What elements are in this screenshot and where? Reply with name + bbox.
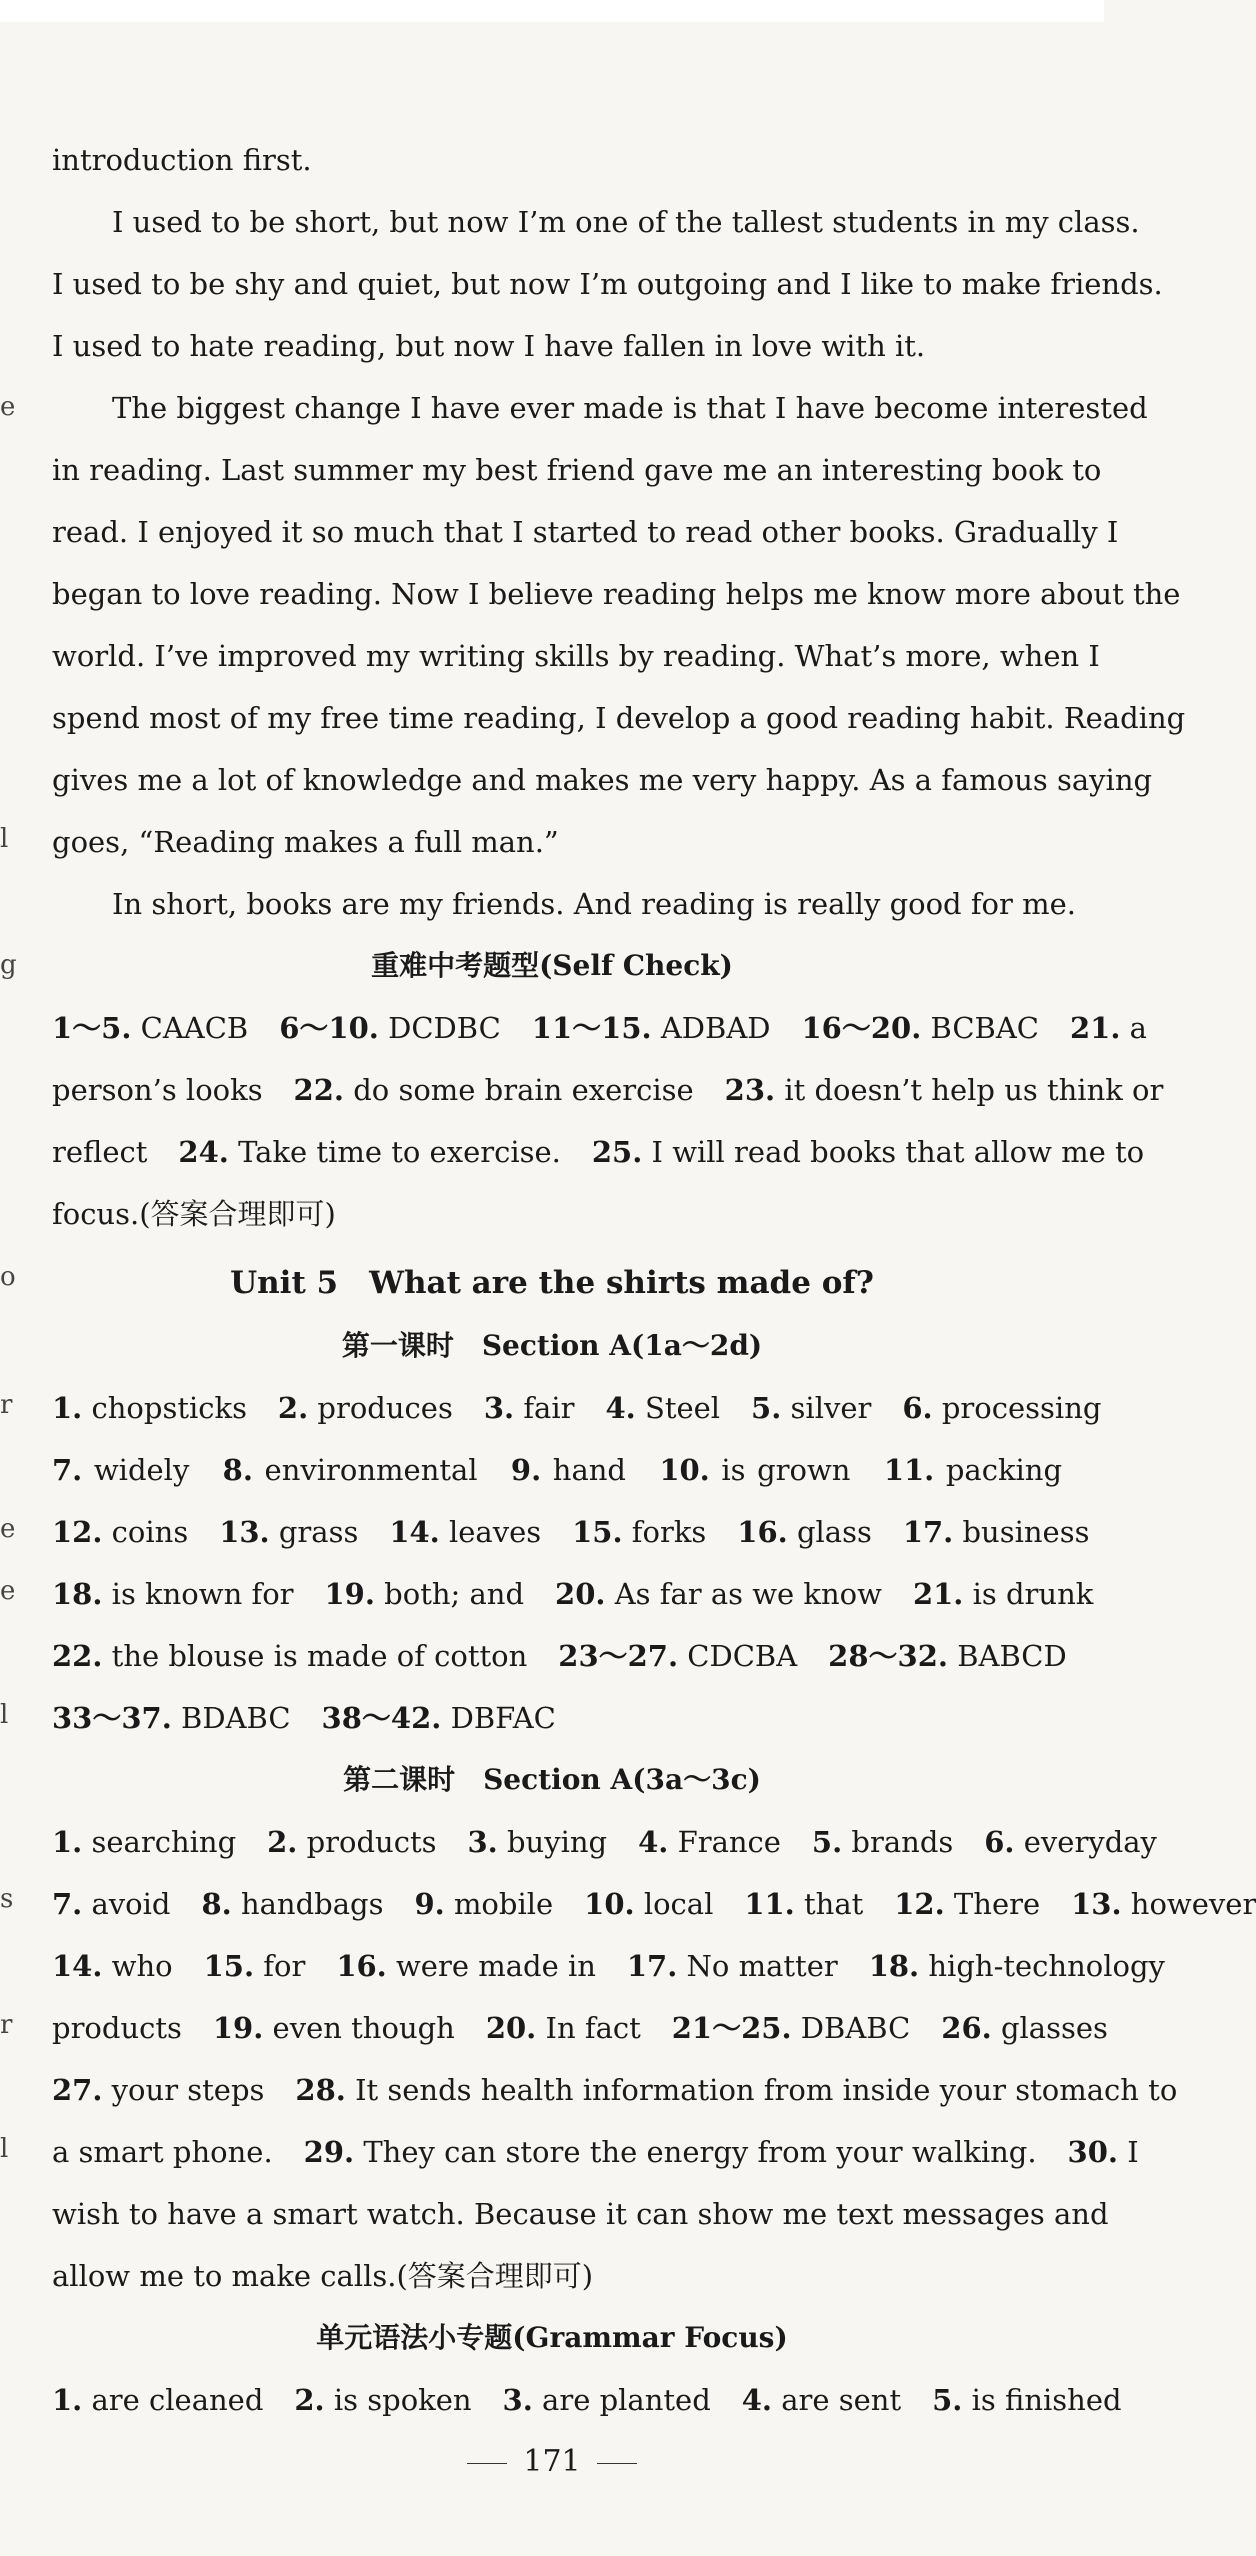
question-number: 18.: [52, 1577, 103, 1611]
answer-text: is spoken: [333, 2383, 472, 2417]
answer-text: forks: [631, 1515, 707, 1549]
answer-item: [572, 1515, 706, 1549]
answer-text: local: [643, 1887, 714, 1921]
right-dash: [597, 2463, 637, 2464]
margin-mark: e: [0, 392, 16, 422]
answer-line: [52, 2132, 1139, 2172]
question-number: 6.: [902, 1391, 933, 1425]
answer-item: [52, 2383, 263, 2417]
answer-line: [52, 2070, 1178, 2110]
answer-item: [414, 1887, 553, 1921]
answer-item: [1068, 2135, 1139, 2169]
question-number: 27.: [52, 2073, 103, 2107]
answer-text: There: [953, 1887, 1041, 1921]
answer-text: mobile: [453, 1887, 554, 1921]
question-number: 33～37.: [52, 1701, 172, 1735]
question-number: 38～42.: [321, 1701, 442, 1735]
answer-line: [52, 1636, 1067, 1676]
answer-text: for: [263, 1949, 306, 1983]
answer-text: I will read books that allow me to: [651, 1135, 1145, 1169]
answer-item: [52, 1825, 236, 1859]
answer-item: [52, 2011, 182, 2045]
question-number: 5.: [932, 2383, 963, 2417]
question-number: 19.: [212, 2011, 264, 2045]
question-number: 1.: [52, 2383, 83, 2417]
answer-text: do some brain exercise: [353, 1073, 694, 1107]
margin-mark: l: [0, 2134, 9, 2164]
answer-text: silver: [790, 1391, 872, 1425]
essay-line: read. I enjoyed it so much that I started to read other books. Gradually I: [52, 515, 1119, 549]
question-number: 22.: [52, 1639, 103, 1673]
essay-line: In short, books are my friends. And reading is really good for me.: [112, 887, 1076, 921]
answer-text: that: [804, 1887, 864, 1921]
answer-item: [555, 1577, 882, 1611]
answer-item: [503, 2383, 711, 2417]
answer-item: [672, 2011, 911, 2045]
margin-mark: r: [0, 2010, 13, 2040]
answer-item: [532, 1011, 771, 1045]
essay-line: gives me a lot of knowledge and makes me very happy. As a famous saying: [52, 763, 1153, 797]
answer-item: [902, 1391, 1101, 1425]
answer-text: person’s looks: [52, 1073, 263, 1107]
answer-item: [52, 1639, 527, 1673]
answer-text: products: [306, 1825, 437, 1859]
answer-line: [52, 1884, 1256, 1924]
question-number: 5.: [751, 1391, 782, 1425]
question-number: 2.: [294, 2383, 325, 2417]
question-number: 3.: [467, 1825, 498, 1859]
question-number: 17.: [902, 1515, 954, 1549]
answer-text: the blouse is made of cotton: [111, 1639, 528, 1673]
answer-text: allow me to make calls.(答案合理即可): [52, 2259, 594, 2293]
answer-line: [52, 1132, 1145, 1172]
question-number: 16～20.: [801, 1011, 922, 1045]
essay-line: I used to be shy and quiet, but now I’m outgoing and I like to make friends.: [52, 267, 1163, 301]
question-number: 16.: [737, 1515, 788, 1549]
answer-item: [884, 1453, 1062, 1487]
answer-text: CAACB: [140, 1011, 249, 1045]
question-number: 21～25.: [671, 2011, 792, 2045]
answer-text: is drunk: [972, 1577, 1094, 1611]
answer-line: [52, 2008, 1108, 2048]
question-number: 21.: [912, 1577, 964, 1611]
question-number: 5.: [811, 1825, 843, 1859]
answer-item: [941, 2011, 1108, 2045]
answer-item: [52, 1453, 189, 1487]
answer-text: were made in: [395, 1949, 596, 1983]
answer-text: avoid: [91, 1887, 171, 1921]
answer-text: reflect: [52, 1135, 148, 1169]
answer-text: are planted: [542, 2383, 711, 2417]
answer-line: [52, 1008, 1147, 1048]
margin-mark: o: [0, 1262, 16, 1292]
section-heading: 单元语法小专题(Grammar Focus): [316, 2321, 788, 2354]
answer-text: business: [962, 1515, 1090, 1549]
question-number: 13.: [1071, 1887, 1122, 1921]
answer-item: [511, 1453, 626, 1487]
answer-text: buying: [506, 1825, 608, 1859]
answer-text: produces: [317, 1391, 453, 1425]
question-number: 12.: [894, 1887, 945, 1921]
question-number: 21.: [1069, 1011, 1121, 1045]
answer-item: [178, 1135, 560, 1169]
question-number: 15.: [572, 1515, 623, 1549]
lesson-heading: 第一课时 Section A(1a～2d): [341, 1329, 763, 1362]
answer-line: [52, 1946, 1165, 1986]
lesson-heading: 第二课时 Section A(3a～3c): [343, 1763, 761, 1796]
answer-item: [52, 1197, 336, 1231]
answer-line: [52, 2380, 1122, 2420]
answer-text: glass: [796, 1515, 872, 1549]
answer-text: I: [1127, 2135, 1139, 2169]
answer-text: however: [1130, 1887, 1256, 1921]
answer-text: both; and: [384, 1577, 525, 1611]
answer-text: it doesn’t help us think or: [784, 1073, 1164, 1107]
answer-line: [52, 1512, 1090, 1552]
question-number: 4.: [605, 1391, 636, 1425]
answer-text: are sent: [781, 2383, 902, 2417]
answer-item: [52, 2073, 264, 2107]
answer-text: Steel: [644, 1391, 721, 1425]
answer-line: [52, 1070, 1164, 1110]
essay-line: I used to hate reading, but now I have fallen in love with it.: [52, 329, 926, 363]
answer-text: wish to have a smart watch. Because it can show me text messages and: [52, 2197, 1109, 2231]
question-number: 11.: [883, 1453, 935, 1487]
answer-text: It sends health information from inside your stomach to: [355, 2073, 1178, 2107]
answer-item: [903, 1515, 1090, 1549]
answer-item: [486, 2011, 641, 2045]
question-number: 19.: [324, 1577, 375, 1611]
answer-item: [52, 1949, 173, 1983]
answer-text: environmental: [264, 1453, 478, 1487]
section-heading: 重难中考题型(Self Check): [371, 949, 733, 982]
answer-item: [1070, 1011, 1147, 1045]
question-number: 8.: [201, 1887, 232, 1921]
question-number: 9.: [510, 1453, 542, 1487]
answer-item: [52, 2259, 593, 2293]
answer-text: DCDBC: [388, 1011, 501, 1045]
essay-line: spend most of my free time reading, I develop a good reading habit. Reading: [52, 701, 1186, 735]
question-number: 30.: [1067, 2135, 1118, 2169]
answer-text: ADBAD: [660, 1011, 771, 1045]
question-number: 28～32.: [828, 1639, 948, 1673]
question-number: 2.: [267, 1825, 298, 1859]
question-number: 4.: [638, 1825, 669, 1859]
answer-line: [52, 1388, 1102, 1428]
question-number: 10.: [584, 1887, 635, 1921]
answer-text: BDABC: [181, 1701, 291, 1735]
answer-text: your steps: [111, 2073, 265, 2107]
answer-item: [201, 1887, 383, 1921]
answer-text: handbags: [240, 1887, 384, 1921]
answer-text: In fact: [545, 2011, 641, 2045]
answer-line: [52, 1194, 1062, 1234]
page-number: 171: [523, 2444, 581, 2479]
question-number: 16.: [336, 1949, 387, 1983]
essay-line: goes, “Reading makes a full man.”: [52, 825, 559, 859]
answer-item: [1071, 1887, 1256, 1921]
answer-text: glasses: [1000, 2011, 1108, 2045]
answer-item: [812, 1825, 953, 1859]
page-number-footer: [0, 2442, 1104, 2482]
answer-text: As far as we know: [614, 1577, 882, 1611]
answer-text: BABCD: [957, 1639, 1067, 1673]
question-number: 1.: [52, 1391, 83, 1425]
margin-mark: l: [0, 824, 9, 854]
answer-text: France: [677, 1825, 781, 1859]
answer-line: [52, 1698, 1062, 1738]
essay-line: introduction first.: [52, 143, 312, 177]
question-number: 11～15.: [531, 1011, 652, 1045]
answer-text: is known for: [111, 1577, 294, 1611]
margin-mark: e: [0, 1576, 16, 1606]
answer-item: [737, 1515, 872, 1549]
answer-item: [467, 1825, 607, 1859]
answer-text: They can store the energy from your walking.: [363, 2135, 1037, 2169]
answer-item: [659, 1453, 850, 1487]
question-number: 6.: [984, 1825, 1015, 1859]
question-number: 4.: [741, 2383, 773, 2417]
answer-item: [325, 1577, 525, 1611]
answer-item: [52, 1135, 147, 1169]
answer-item: [52, 1515, 188, 1549]
answer-item: [592, 1135, 1144, 1169]
question-number: 3.: [483, 1391, 515, 1425]
question-number: 3.: [502, 2383, 533, 2417]
left-dash: [467, 2463, 507, 2464]
answer-item: [278, 1391, 453, 1425]
margin-mark: r: [0, 1390, 13, 1420]
margin-mark: e: [0, 1514, 16, 1544]
question-number: 2.: [277, 1391, 309, 1425]
question-number: 11.: [744, 1887, 795, 1921]
answer-text: even though: [272, 2011, 455, 2045]
answer-item: [213, 2011, 455, 2045]
answer-text: are cleaned: [91, 2383, 264, 2417]
answer-text: who: [111, 1949, 173, 1983]
margin-mark: l: [0, 1700, 9, 1730]
answer-line: [52, 1574, 1094, 1614]
answer-text: is grown: [721, 1453, 851, 1487]
question-number: 14.: [389, 1515, 440, 1549]
answer-line: [52, 2256, 1062, 2296]
answer-item: [584, 1887, 713, 1921]
answer-item: [801, 1011, 1039, 1045]
answer-item: [932, 2383, 1121, 2417]
answer-item: [52, 1073, 263, 1107]
answer-item: [219, 1515, 358, 1549]
essay-line: in reading. Last summer my best friend gave me an interesting book to: [52, 453, 1102, 487]
question-number: 22.: [293, 1073, 344, 1107]
question-number: 18.: [868, 1949, 920, 1983]
answer-item: [744, 1887, 863, 1921]
margin-mark: g: [0, 950, 17, 980]
answer-item: [304, 2135, 1037, 2169]
answer-item: [894, 1887, 1040, 1921]
answer-item: [638, 1825, 781, 1859]
answer-text: is finished: [971, 2383, 1122, 2417]
answer-text: Take time to exercise.: [238, 1135, 561, 1169]
essay-line: I used to be short, but now I’m one of the tallest students in my class.: [112, 205, 1140, 239]
answer-text: fair: [523, 1391, 575, 1425]
question-number: 24.: [178, 1135, 229, 1169]
essay-line: world. I’ve improved my writing skills by reading. What’s more, when I: [52, 639, 1100, 673]
answer-item: [279, 1011, 501, 1045]
answer-item: [828, 1639, 1067, 1673]
answer-item: [52, 2197, 1109, 2231]
answer-text: products: [52, 2011, 182, 2045]
answer-text: grass: [278, 1515, 359, 1549]
question-number: 1～5.: [52, 1011, 132, 1045]
question-number: 20.: [485, 2011, 537, 2045]
answer-item: [627, 1949, 838, 1983]
answer-item: [984, 1825, 1157, 1859]
answer-item: [389, 1515, 541, 1549]
question-number: 15.: [203, 1949, 255, 1983]
answer-item: [52, 2135, 273, 2169]
answer-text: a: [1129, 1011, 1147, 1045]
margin-mark: s: [0, 1884, 14, 1914]
answer-item: [484, 1391, 575, 1425]
answer-item: [52, 1701, 291, 1735]
answer-text: packing: [945, 1453, 1063, 1487]
answer-text: BCBAC: [930, 1011, 1039, 1045]
answer-item: [52, 1887, 170, 1921]
answer-line: [52, 2194, 1109, 2234]
answer-item: [52, 1011, 248, 1045]
answer-text: processing: [941, 1391, 1102, 1425]
answer-item: [52, 1577, 294, 1611]
question-number: 6～10.: [279, 1011, 379, 1045]
answer-line: [52, 1450, 1062, 1490]
unit-title: Unit 5 What are the shirts made of?: [230, 1265, 874, 1301]
scan-top-edge: [0, 0, 1104, 22]
answer-text: widely: [93, 1453, 190, 1487]
answer-item: [223, 1453, 478, 1487]
answer-item: [336, 1949, 596, 1983]
answer-item: [267, 1825, 436, 1859]
answer-text: brands: [851, 1825, 954, 1859]
answer-text: leaves: [448, 1515, 542, 1549]
answer-item: [52, 1391, 247, 1425]
answer-line: [52, 1822, 1157, 1862]
answer-text: focus.(答案合理即可): [52, 1197, 336, 1231]
question-number: 14.: [52, 1949, 103, 1983]
essay-line: The biggest change I have ever made is that I have become interested: [112, 391, 1148, 425]
question-number: 28.: [295, 2073, 346, 2107]
question-number: 23～27.: [558, 1639, 679, 1673]
answer-item: [869, 1949, 1165, 1983]
answer-text: searching: [91, 1825, 237, 1859]
question-number: 26.: [941, 2011, 992, 2045]
answer-item: [913, 1577, 1093, 1611]
answer-item: [742, 2383, 901, 2417]
answer-item: [295, 2073, 1177, 2107]
question-number: 10.: [659, 1453, 710, 1487]
answer-text: a smart phone.: [52, 2135, 273, 2169]
answer-text: coins: [111, 1515, 189, 1549]
answer-text: DBFAC: [450, 1701, 556, 1735]
question-number: 13.: [219, 1515, 270, 1549]
question-number: 7.: [52, 1887, 83, 1921]
answer-item: [294, 1073, 694, 1107]
essay-line: began to love reading. Now I believe reading helps me know more about the: [52, 577, 1181, 611]
question-number: 12.: [52, 1515, 103, 1549]
answer-item: [605, 1391, 720, 1425]
question-number: 9.: [414, 1887, 445, 1921]
answer-text: No matter: [686, 1949, 838, 1983]
question-number: 17.: [626, 1949, 678, 1983]
answer-text: chopsticks: [91, 1391, 247, 1425]
answer-text: hand: [552, 1453, 626, 1487]
answer-item: [558, 1639, 797, 1673]
answer-text: everyday: [1023, 1825, 1157, 1859]
question-number: 20.: [555, 1577, 606, 1611]
question-number: 29.: [303, 2135, 355, 2169]
answer-item: [725, 1073, 1164, 1107]
question-number: 23.: [724, 1073, 776, 1107]
question-number: 1.: [52, 1825, 83, 1859]
question-number: 8.: [222, 1453, 253, 1487]
question-number: 25.: [591, 1135, 643, 1169]
answer-text: DBABC: [800, 2011, 911, 2045]
answer-item: [322, 1701, 556, 1735]
answer-text: CDCBA: [687, 1639, 798, 1673]
question-number: 7.: [52, 1453, 83, 1487]
answer-item: [751, 1391, 871, 1425]
answer-item: [294, 2383, 471, 2417]
answer-item: [204, 1949, 306, 1983]
answer-text: high-technology: [928, 1949, 1165, 1983]
